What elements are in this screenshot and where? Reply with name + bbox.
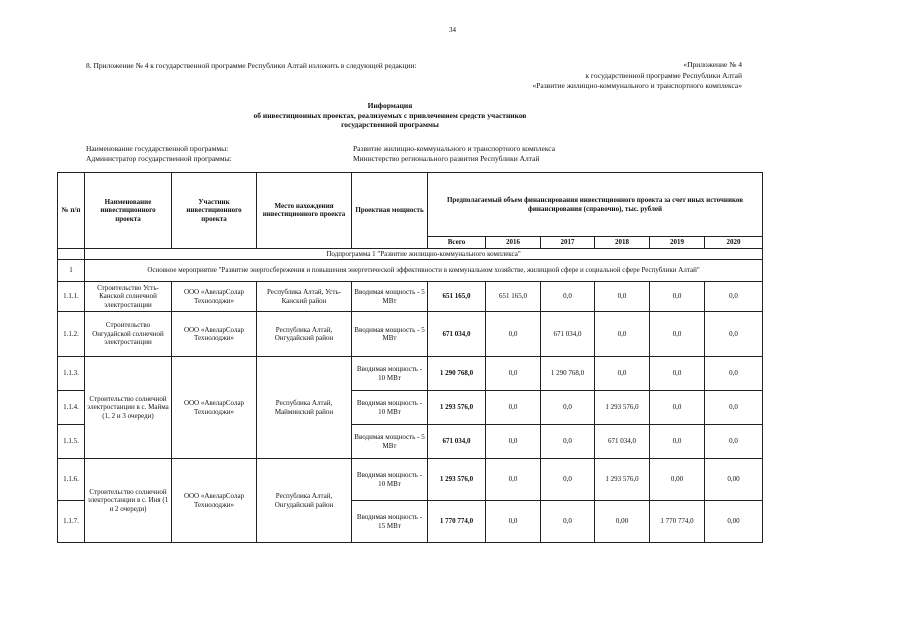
capacity-cell: Вводимая мощность - 5 МВт [352,282,428,312]
y2019-cell: 0,0 [650,312,705,357]
y2016-cell: 0,0 [486,459,541,501]
y2018-cell: 0,0 [595,357,650,391]
y2016-cell: 0,0 [486,501,541,543]
project-row [58,459,763,501]
investment-projects-table [57,172,763,543]
y2020-cell: 0,00 [705,501,763,543]
y2018-cell: 0,00 [595,501,650,543]
y2017-cell: 1 290 768,0 [541,357,595,391]
y2018-cell: 0,0 [595,312,650,357]
capacity-cell: Вводимая мощность - 10 МВт [352,357,428,391]
subprogram-num-cell [58,248,85,260]
project-name-cell: Строительство солнечной электростанции в с. Майма (1, 2 и 3 очереди) [85,357,172,459]
appendix-line-2: к государственной программе Республики Алтай [585,70,742,80]
total-cell: 1 293 576,0 [428,459,486,501]
project-row [58,282,763,312]
subprogram-row [58,248,763,260]
document-title [0,101,780,130]
col-2017-header: 2017 [541,237,595,249]
col-2019-header: 2019 [650,237,705,249]
col-total-header: Всего [428,237,486,249]
appendix-line-1: «Приложение № 4 [683,60,742,69]
program-label: Наименование государственной программы: [86,144,229,153]
y2019-cell: 1 770 774,0 [650,501,705,543]
project-name-cell: Строительство Усть-Канской солнечной электростанции [85,282,172,312]
participant-cell: ООО «АвеларСолар Технолоджи» [172,312,257,357]
y2019-cell: 0,0 [650,357,705,391]
participant-cell: ООО «АвеларСолар Технолоджи» [172,459,257,543]
project-row [58,312,763,357]
y2019-cell: 0,0 [650,391,705,425]
program-value: Развитие жилищно-коммунального и транспортного комплекса [353,144,556,153]
y2017-cell: 671 034,0 [541,312,595,357]
total-cell: 1 290 768,0 [428,357,486,391]
admin-value: Министерство регионального развития Республики Алтай [353,154,540,163]
total-cell: 671 034,0 [428,312,486,357]
total-cell: 671 034,0 [428,425,486,459]
y2017-cell: 0,0 [541,391,595,425]
location-cell: Республика Алтай, Онгудайский район [257,459,352,543]
row-number-cell: 1.1.7. [58,501,85,543]
y2018-cell: 1 293 576,0 [595,391,650,425]
main-activity-cell: Основное мероприятие "Развитие энергосбережения и повышения энергетической эффективности в коммунальном хозяйстве, жилищной сфере и социальной сфере Республики Алтай" [85,260,763,282]
project-row [58,357,763,391]
y2020-cell: 0,0 [705,282,763,312]
location-cell: Республика Алтай, Усть-Канский район [257,282,352,312]
row-number-cell: 1.1.1. [58,282,85,312]
y2018-cell: 0,0 [595,282,650,312]
y2020-cell: 0,0 [705,357,763,391]
y2016-cell: 0,0 [486,312,541,357]
y2016-cell: 0,0 [486,391,541,425]
participant-cell: ООО «АвеларСолар Технолоджи» [172,282,257,312]
total-cell: 1 770 774,0 [428,501,486,543]
y2020-cell: 0,0 [705,312,763,357]
admin-label: Администратор государственной программы: [86,154,232,163]
appendix-line-3: «Развитие жилищно-коммунального и транспортного комплекса» [532,81,742,90]
y2020-cell: 0,0 [705,425,763,459]
col-funding-header: Предполагаемый объем финансирования инвестиционного проекта за счет иных источников финансирования (справочно), тыс. рублей [428,173,763,237]
col-2018-header: 2018 [595,237,650,249]
capacity-cell: Вводимая мощность - 10 МВт [352,459,428,501]
y2018-cell: 1 293 576,0 [595,459,650,501]
y2020-cell: 0,00 [705,459,763,501]
col-num-header: № п/п [58,173,85,249]
project-name-cell: Строительство Онгудайской солнечной электростанции [85,312,172,357]
page-number: 34 [449,26,456,34]
location-cell: Республика Алтай, Онгудайский район [257,312,352,357]
y2016-cell: 0,0 [486,357,541,391]
row-number-cell: 1.1.5. [58,425,85,459]
capacity-cell: Вводимая мощность - 15 МВт [352,501,428,543]
table-body [58,173,763,543]
y2016-cell: 0,0 [486,425,541,459]
col-2020-header: 2020 [705,237,763,249]
title-line-1: Информация [367,101,413,110]
capacity-cell: Вводимая мощность - 5 МВт [352,312,428,357]
y2019-cell: 0,0 [650,425,705,459]
amendment-intro: 8. Приложение № 4 к государственной программе Республики Алтай изложить в следующей редакции: [86,61,417,70]
main-activity-num: 1 [58,260,85,282]
y2017-cell: 0,0 [541,425,595,459]
project-name-cell: Строительство солнечной электростанции в с. Иня (1 и 2 очереди) [85,459,172,543]
title-line-2: об инвестиционных проектах, реализуемых с привлечением средств участников [253,110,527,120]
appendix-header [506,60,742,92]
y2019-cell: 0,00 [650,459,705,501]
row-number-cell: 1.1.4. [58,391,85,425]
total-cell: 651 165,0 [428,282,486,312]
capacity-cell: Вводимая мощность - 10 МВт [352,391,428,425]
participant-cell: ООО «АвеларСолар Технолоджи» [172,357,257,459]
capacity-cell: Вводимая мощность - 5 МВт [352,425,428,459]
row-number-cell: 1.1.2. [58,312,85,357]
col-location-header: Место нахождения инвестиционного проекта [257,173,352,249]
y2016-cell: 651 165,0 [486,282,541,312]
subprogram-cell: Подпрограмма 1 "Развитие жилищно-коммунального комплекса" [85,248,763,260]
row-number-cell: 1.1.3. [58,357,85,391]
title-line-3: государственной программы [341,120,439,129]
y2019-cell: 0,0 [650,282,705,312]
col-capacity-header: Проектная мощность [352,173,428,249]
header-row [58,173,763,237]
y2018-cell: 671 034,0 [595,425,650,459]
y2017-cell: 0,0 [541,282,595,312]
y2017-cell: 0,0 [541,501,595,543]
col-2016-header: 2016 [486,237,541,249]
col-participant-header: Участник инвестиционного проекта [172,173,257,249]
main-activity-row [58,260,763,282]
total-cell: 1 293 576,0 [428,391,486,425]
y2017-cell: 0,0 [541,459,595,501]
row-number-cell: 1.1.6. [58,459,85,501]
location-cell: Республика Алтай, Майминский район [257,357,352,459]
y2020-cell: 0,0 [705,391,763,425]
col-name-header: Наименование инвестиционного проекта [85,173,172,249]
